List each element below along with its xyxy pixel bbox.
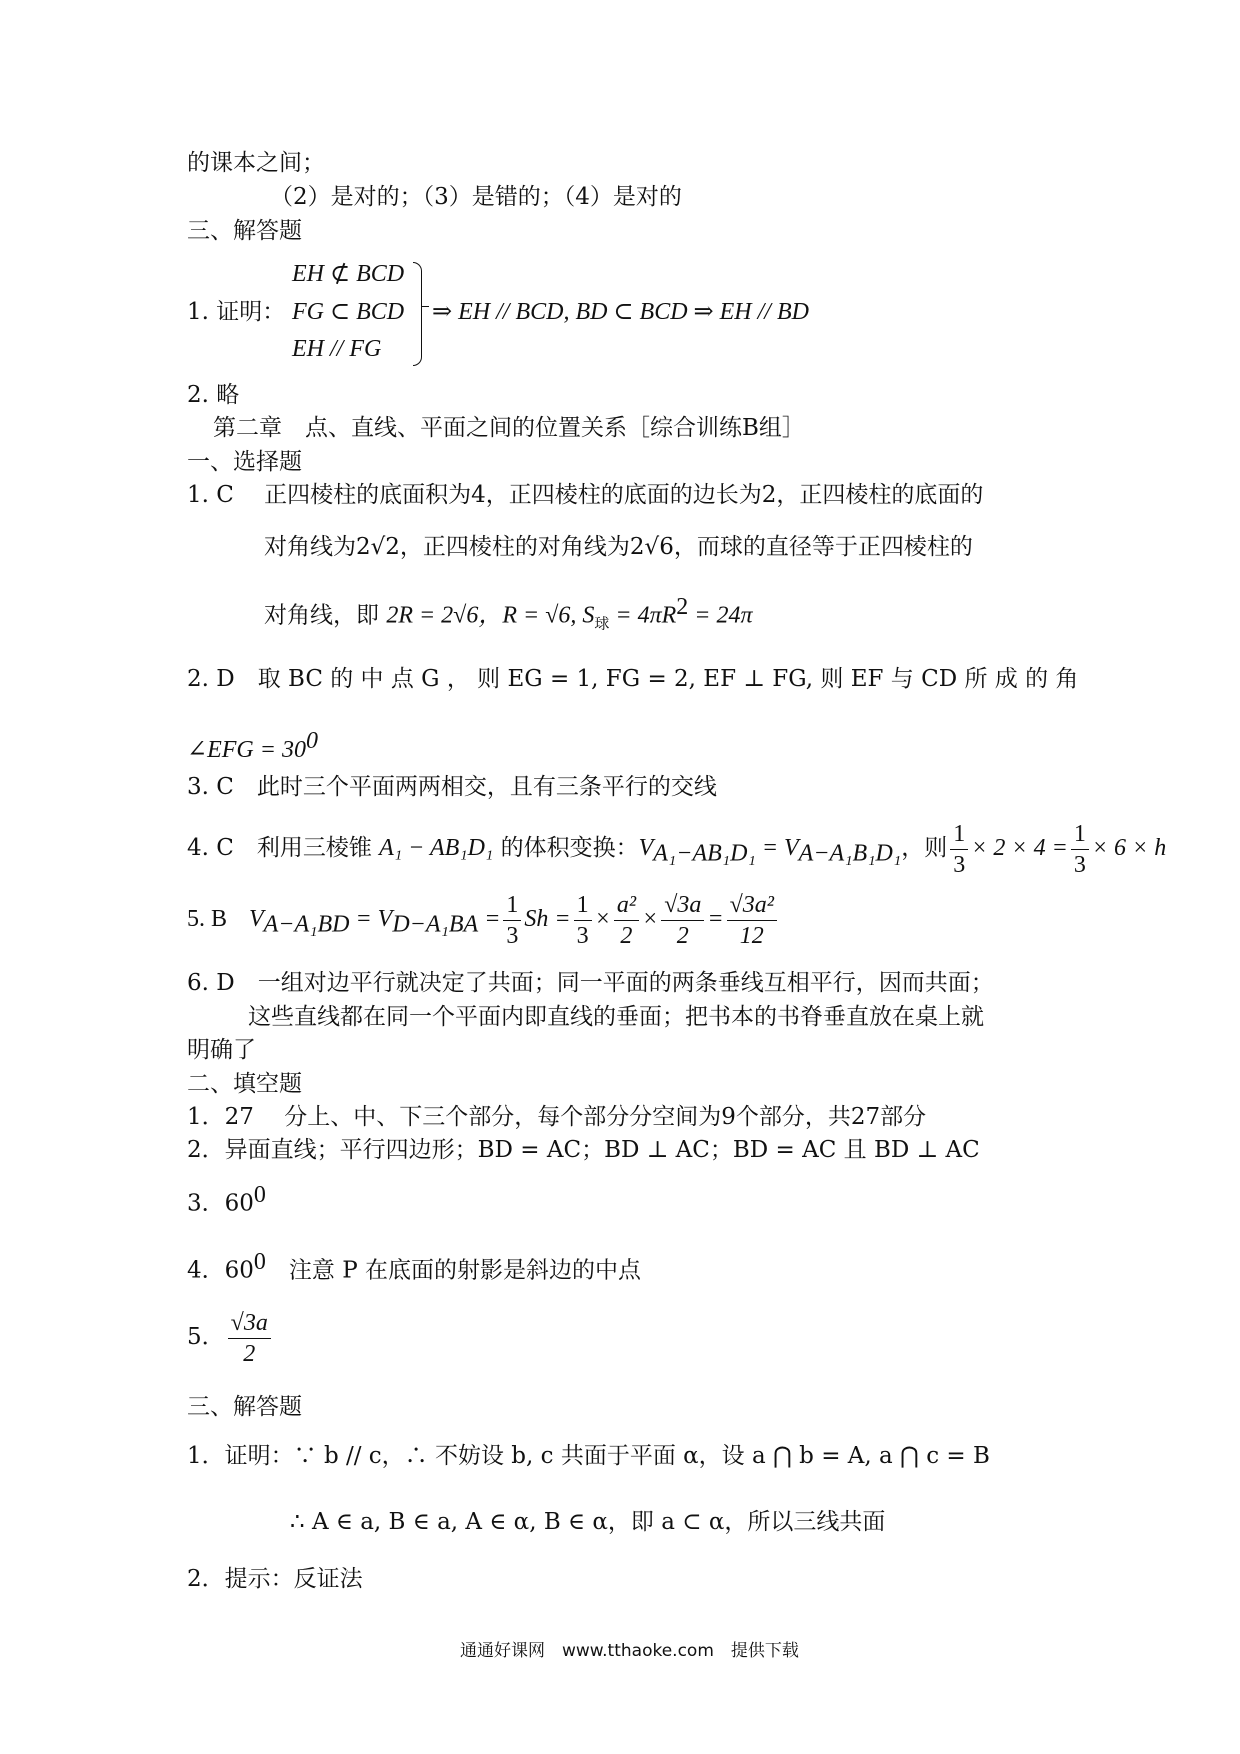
brace-tip: [421, 306, 429, 307]
answer-line: 2．提示：反证法: [187, 1566, 363, 1592]
brace-symbol: [413, 262, 422, 366]
chapter-title: 第二章 点、直线、平面之间的位置关系［综合训练B组］: [213, 415, 805, 441]
answer-line: 2. D 取 BC 的 中 点 G ， 则 EG = 1, FG = 2, EF ⊥ FG, 则 EF 与 CD 所 成 的 角: [187, 666, 1079, 692]
text-line: 的课本之间；: [187, 150, 325, 176]
answer-line: 5． $\frac{√3a}{2}$: [187, 1307, 274, 1368]
math-condition: FG ⊂ BCD: [292, 299, 405, 325]
answer-line: 5. B $V_{A-A_1BD} = V_{D-A_1BA}$ = $\frac{1}{3}$ Sh = $\frac{1}{3}$ × $\frac{\text{a²}}{2}$ × $\frac{√3a}{2}$ = $\frac{\text{√3a²}}{12}$: [187, 889, 780, 955]
answer-line: ∴ A ∈ a, B ∈ a, A ∈ α, B ∈ α，即 a ⊂ α，所以三线共面: [290, 1509, 886, 1535]
answer-line: 明确了: [187, 1037, 256, 1063]
answer-line: 对角线，即 2R = 2√6，R = √6, $S_球 = 4\pi R^2 = 24\pi$: [264, 594, 753, 633]
proof-label: 1. 证明：: [187, 299, 286, 325]
answer-line: 1．证明：∵ b // c，∴ 不妨设 b, c 共面于平面 α，设 a ⋂ b = A, a ⋂ c = B: [187, 1443, 990, 1469]
text-line: 2. 略: [187, 382, 240, 408]
answer-line: 3. C 此时三个平面两两相交，且有三条平行的交线: [187, 774, 717, 800]
answer-line: 2．异面直线；平行四边形；BD = AC；BD ⊥ AC；BD = AC 且 BD ⊥ AC: [187, 1137, 980, 1163]
section-heading: 三、解答题: [187, 1394, 302, 1420]
answer-line: 1．27 分上、中、下三个部分，每个部分分空间为9个部分，共27部分: [187, 1104, 927, 1130]
text-line: （2）是对的；（3）是错的；（4）是对的: [270, 184, 682, 210]
math-condition: EH // FG: [292, 336, 382, 362]
answer-line: 这些直线都在同一个平面内即直线的垂面；把书本的书脊垂直放在桌上就: [248, 1004, 984, 1030]
math-result: ⇒ EH // BCD, BD ⊂ BCD ⇒ EH // BD: [432, 299, 809, 325]
answer-line: ∠EFG = $30^0$: [187, 728, 318, 763]
section-heading: 三、解答题: [187, 218, 302, 244]
answer-line: 4．$60^0$ 注意 P 在底面的射影是斜边的中点: [187, 1249, 642, 1284]
section-heading: 一、选择题: [187, 449, 302, 475]
page-footer: 通通好课网 www.tthaoke.com 提供下载: [460, 1641, 799, 1661]
math-condition: EH ⊄ BCD: [292, 261, 405, 287]
answer-line: 6. D 一组对边平行就决定了共面；同一平面的两条垂线互相平行，因而共面；: [187, 970, 994, 996]
answer-line: 1. C 正四棱柱的底面积为4，正四棱柱的底面的边长为2，正四棱柱的底面的: [187, 482, 984, 508]
answer-line: 3．$60^0$: [187, 1182, 266, 1217]
section-heading: 二、填空题: [187, 1071, 302, 1097]
answer-line: 对角线为2√2，正四棱柱的对角线为2√6，而球的直径等于正四棱柱的: [264, 534, 973, 560]
answer-line: 4. C 利用三棱锥 A₁ − AB₁D₁ 的体积变换：$V_{A_1-AB_1D_1} = V_{A-A_1B_1D_1}$，则 $\frac{1}{3}$ × 2 × 4 = $\frac{1}{3}$ × 6 × h: [187, 820, 1167, 878]
